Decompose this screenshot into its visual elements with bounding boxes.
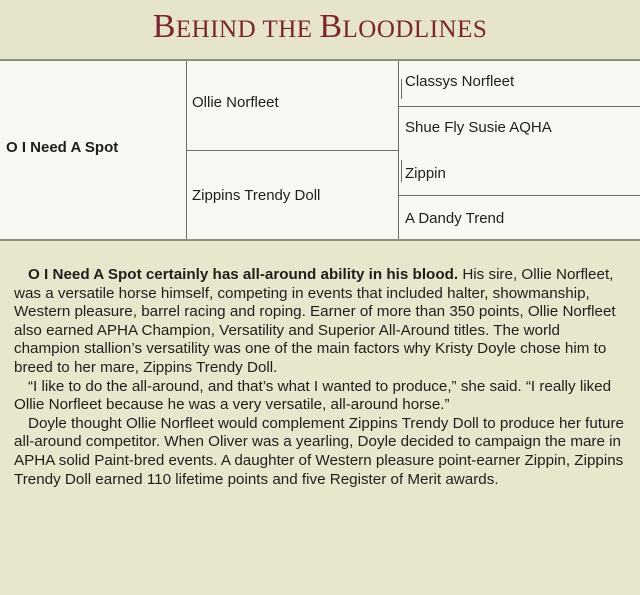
paragraph: “I like to do the all-around, and that’s what I wanted to produce,” she said. “I really liked Ollie Norfleet because he was a very versatile, all-around horse.” (14, 377, 612, 414)
pedigree-line (398, 106, 640, 107)
pedigree-dam: Zippins Trendy Doll (192, 187, 321, 204)
pedigree-line (186, 150, 398, 151)
pedigree-line (401, 160, 402, 182)
lead-sentence: O I Need A Spot certainly has all-around ability in his blood. (28, 266, 459, 283)
pedigree-line (398, 195, 640, 196)
pedigree-dam-dam: A Dandy Trend (405, 210, 505, 227)
pedigree-line (398, 61, 399, 239)
pedigree-chart (0, 61, 640, 241)
pedigree-sire-sire: Classys Norfleet (405, 73, 515, 90)
pedigree-subject: O I Need A Spot (6, 139, 119, 156)
page-title: BEHIND THE BLOODLINES (152, 8, 488, 45)
header (0, 0, 640, 61)
paragraph: Doyle thought Ollie Norfleet would complement Zippins Trendy Doll to produce her future all-around competitor. When Oliver was a yearling, Doyle decided to campaign the mare in APHA solid Paint-bred events. A daughter of Western pleasure point-earner Zippin, Zippins Trendy Doll earned 110 lifetime points and five Register of Merit awards. (14, 414, 624, 488)
pedigree-sire: Ollie Norfleet (192, 94, 279, 111)
pedigree-line (401, 79, 402, 99)
pedigree-sire-dam: Shue Fly Susie AQHA (405, 119, 552, 136)
pedigree-dam-sire: Zippin (405, 165, 446, 182)
paragraph: O I Need A Spot certainly has all-around ability in his blood. His sire, Ollie Norfleet, was a versatile horse himself, competing in events that included halter, showmanship, Western pleasure, barrel racing and roping. Earner of more than 350 points, Ollie Norfleet also earned APHA Champion, Versatility and Superior All-Around titles. The world champion stallion’s versatility was one of the main factors why Kristy Doyle chose him to breed to her mare, Zippins Trendy Doll. (14, 266, 616, 376)
article-body (14, 266, 626, 489)
